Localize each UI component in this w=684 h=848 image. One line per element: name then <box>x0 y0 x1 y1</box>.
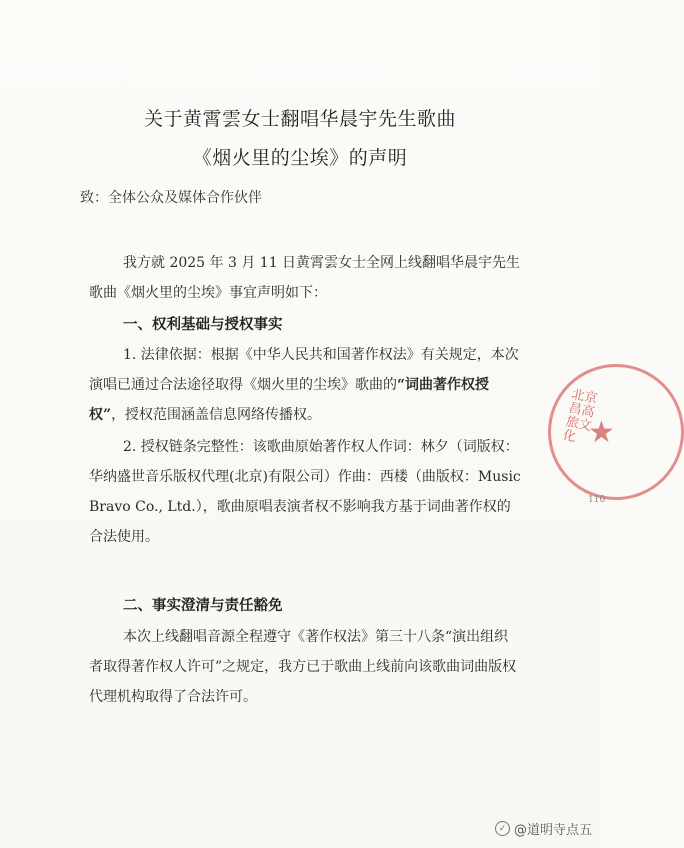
document-title-line-2: 《烟火里的尘埃》的声明 <box>192 147 408 169</box>
intro-paragraph <box>89 248 521 308</box>
watermark <box>495 819 592 838</box>
watermark-text: @道明寺点五 <box>513 823 592 838</box>
section-2-text: 本次上线翻唱音源全程遵守《著作权法》第三十八条“演出组织者取得著作权人许可”之规定，我方已于歌曲上线前向该歌曲词曲版权代理机构取得了合法许可。 <box>89 629 517 705</box>
intro-text: 我方就 2025 年 3 月 11 日黄霄雲女士全网上线翻唱华晨宇先生歌曲《烟火里的尘埃》事宜声明如下： <box>89 255 521 301</box>
section-1-item-1 <box>89 340 521 430</box>
section-2-paragraph <box>89 622 521 712</box>
side-mark: 110 <box>588 495 606 505</box>
watermark-logo-icon: ✓ <box>495 821 510 836</box>
section-1-heading: 一、权利基础与授权事实 <box>123 316 283 333</box>
item-2-text: 2. 授权链条完整性：该歌曲原始著作权人作词：林夕（词版权：华纳盛世音乐版权代理(北京)有限公司）作曲：西楼（曲版权：Music Bravo Co., Ltd.），歌曲原唱表演者权不影响我方基于词曲著作权的合法使用。 <box>89 439 521 545</box>
item-1-bold-text: “词曲著作权授权” <box>89 377 490 423</box>
item-1-tail-text: ，授权范围涵盖信息网络传播权。 <box>111 407 322 423</box>
addressee: 致：全体公众及媒体合作伙伴 <box>80 190 262 206</box>
seal-text: 北京昌高旅文化 <box>561 386 599 446</box>
seal-star-icon: ★ <box>588 415 615 450</box>
section-1-item-2 <box>89 432 521 552</box>
section-2-heading: 二、事实澄清与责任豁免 <box>123 597 283 614</box>
item-1-text: 1. 法律依据：根据《中华人民共和国著作权法》有关规定，本次演唱已通过合法途径取得《烟火里的尘埃》歌曲的 <box>89 347 519 393</box>
document-title-line-1: 关于黄霄雲女士翻唱华晨宇先生歌曲 <box>143 108 456 130</box>
